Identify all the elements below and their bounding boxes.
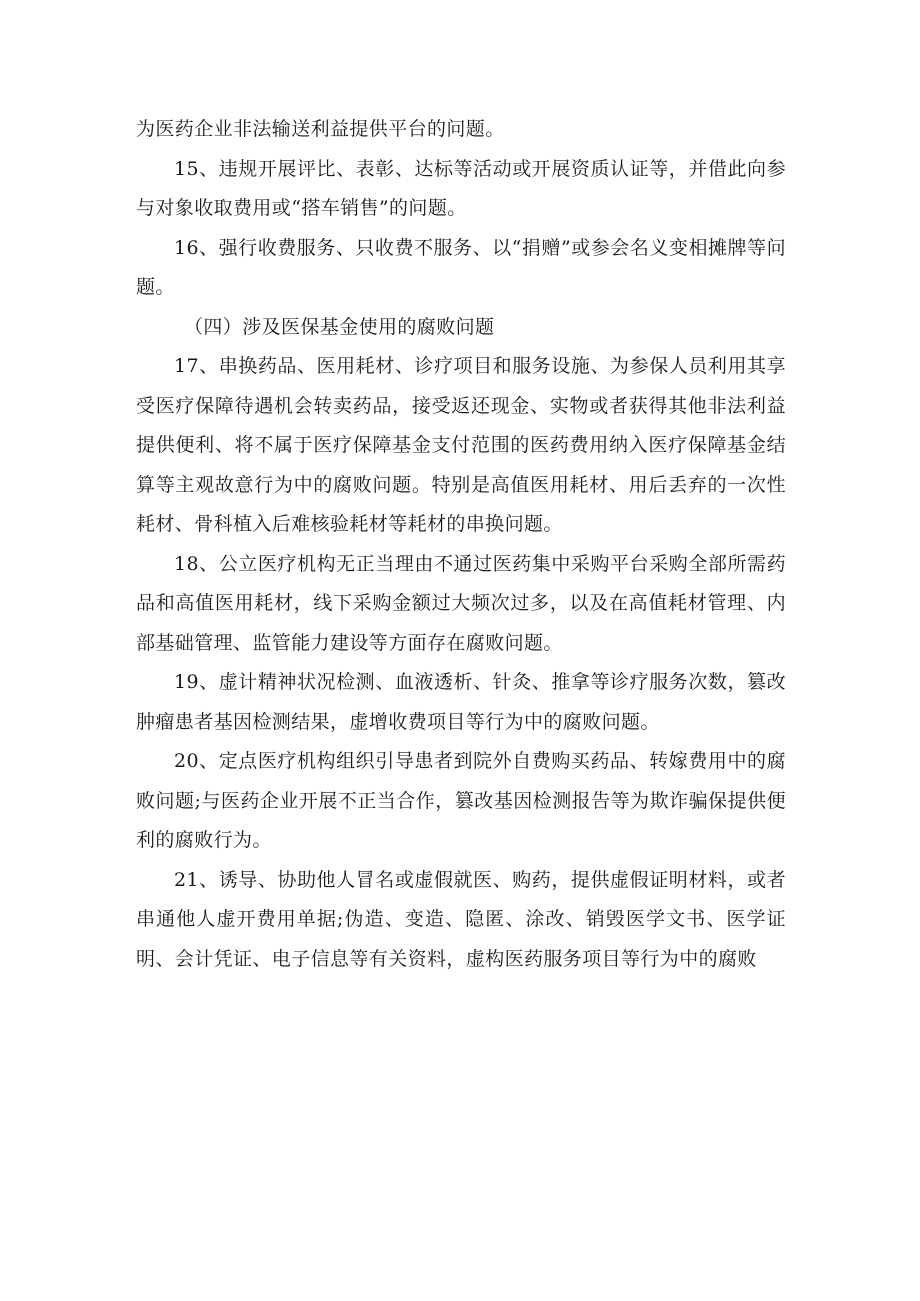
- document-body: [136, 110, 786, 979]
- paragraph-item-18: 18、公立医疗机构无正当理由不通过医药集中采购平台采购全部所需药品和高值医用耗材，线下采购金额过大频次过多，以及在高值耗材管理、内部基础管理、监管能力建设等方面存在腐败问题。: [136, 552, 786, 654]
- paragraph-item-21: 21、诱导、协助他人冒名或虚假就医、购药，提供虚假证明材料，或者串通他人虚开费用单据;伪造、变造、隐匿、涂改、销毁医学文书、医学证明、会计凭证、电子信息等有关资料，虚构医药服务项目等行为中的腐败: [136, 868, 786, 970]
- paragraph-item-16: 16、强行收费服务、只收费不服务、以“捐赠”或参会名义变相摊牌等问题。: [136, 236, 786, 298]
- paragraph-continuation: 为医药企业非法输送利益提供平台的问题。: [136, 118, 505, 140]
- paragraph-item-20: 20、定点医疗机构组织引导患者到院外自费购买药品、转嫁费用中的腐败问题;与医药企业开展不正当合作，篡改基因检测报告等为欺诈骗保提供便利的腐败行为。: [136, 750, 786, 851]
- paragraph-item-15: 15、违规开展评比、表彰、达标等活动或开展资质认证等，并借此向参与对象收取费用或“搭车销售”的问题。: [136, 157, 786, 219]
- paragraph-item-17: 17、串换药品、医用耗材、诊疗项目和服务设施、为参保人员利用其享受医疗保障待遇机会转卖药品，接受返还现金、实物或者获得其他非法利益提供便利、将不属于医疗保障基金支付范围的医药费用纳入医疗保障基金结算等主观故意行为中的腐败问题。特别是高值医用耗材、用后丢弃的一次性耗材、骨科植入后难核验耗材等耗材的串换问题。: [136, 355, 786, 535]
- section-heading-4: （四）涉及医保基金使用的腐败问题: [184, 315, 495, 338]
- paragraph-item-19: 19、虚计精神状况检测、血液透析、针灸、推拿等诊疗服务次数，篡改肿瘤患者基因检测结果，虚增收费项目等行为中的腐败问题。: [136, 671, 786, 733]
